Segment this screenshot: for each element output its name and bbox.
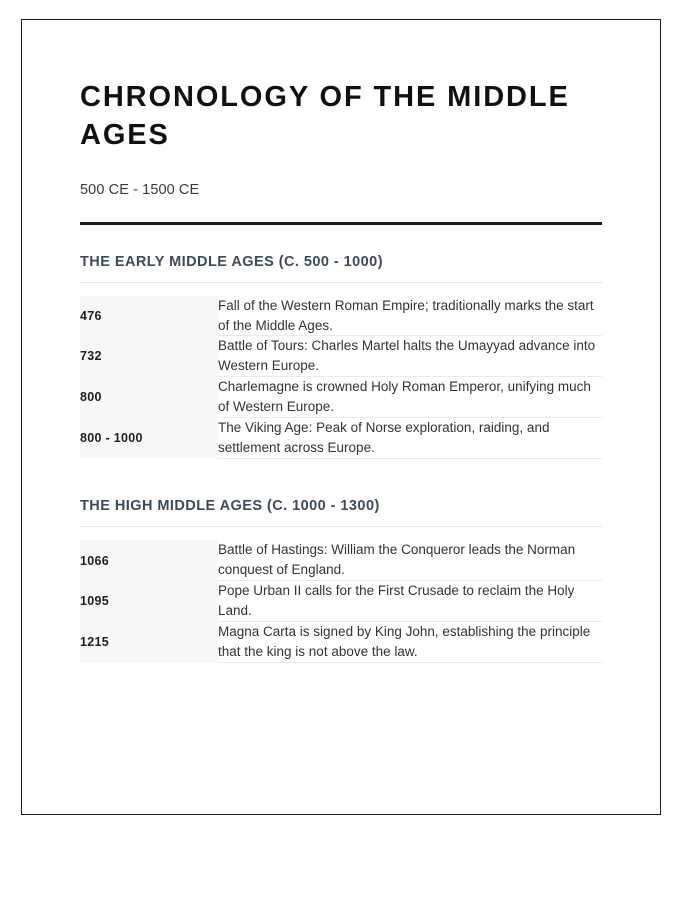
title-divider (80, 222, 602, 225)
event-description: Pope Urban II calls for the First Crusade to reclaim the Holy Land. (218, 581, 602, 622)
section-heading: THE HIGH MIDDLE AGES (C. 1000 - 1300) (80, 498, 602, 527)
table-row (80, 622, 602, 663)
document-page (21, 19, 661, 815)
events-table (80, 296, 602, 460)
table-row (80, 336, 602, 377)
timeline-section (80, 498, 602, 663)
event-date: 1095 (80, 581, 218, 622)
table-row (80, 296, 602, 336)
event-date: 476 (80, 296, 218, 336)
events-table (80, 540, 602, 663)
document-body (22, 20, 660, 663)
event-description: Charlemagne is crowned Holy Roman Emperor, unifying much of Western Europe. (218, 377, 602, 418)
event-description: Battle of Tours: Charles Martel halts the Umayyad advance into Western Europe. (218, 336, 602, 377)
document-subtitle: 500 CE - 1500 CE (80, 181, 200, 198)
table-row (80, 418, 602, 459)
event-description: Battle of Hastings: William the Conqueror leads the Norman conquest of England. (218, 540, 602, 580)
table-row (80, 377, 602, 418)
sections-container (80, 254, 602, 664)
table-row (80, 540, 602, 580)
table-row (80, 581, 602, 622)
timeline-section (80, 254, 602, 460)
page-title: CHRONOLOGY OF THE MIDDLE AGES (80, 81, 570, 152)
event-date: 732 (80, 336, 218, 377)
event-date: 800 (80, 377, 218, 418)
event-date: 1066 (80, 540, 218, 580)
event-description: The Viking Age: Peak of Norse exploration, raiding, and settlement across Europe. (218, 418, 602, 459)
event-date: 800 - 1000 (80, 418, 218, 459)
event-description: Magna Carta is signed by King John, establishing the principle that the king is not above the law. (218, 622, 602, 663)
event-description: Fall of the Western Roman Empire; traditionally marks the start of the Middle Ages. (218, 296, 602, 336)
event-date: 1215 (80, 622, 218, 663)
section-heading: THE EARLY MIDDLE AGES (C. 500 - 1000) (80, 254, 602, 283)
